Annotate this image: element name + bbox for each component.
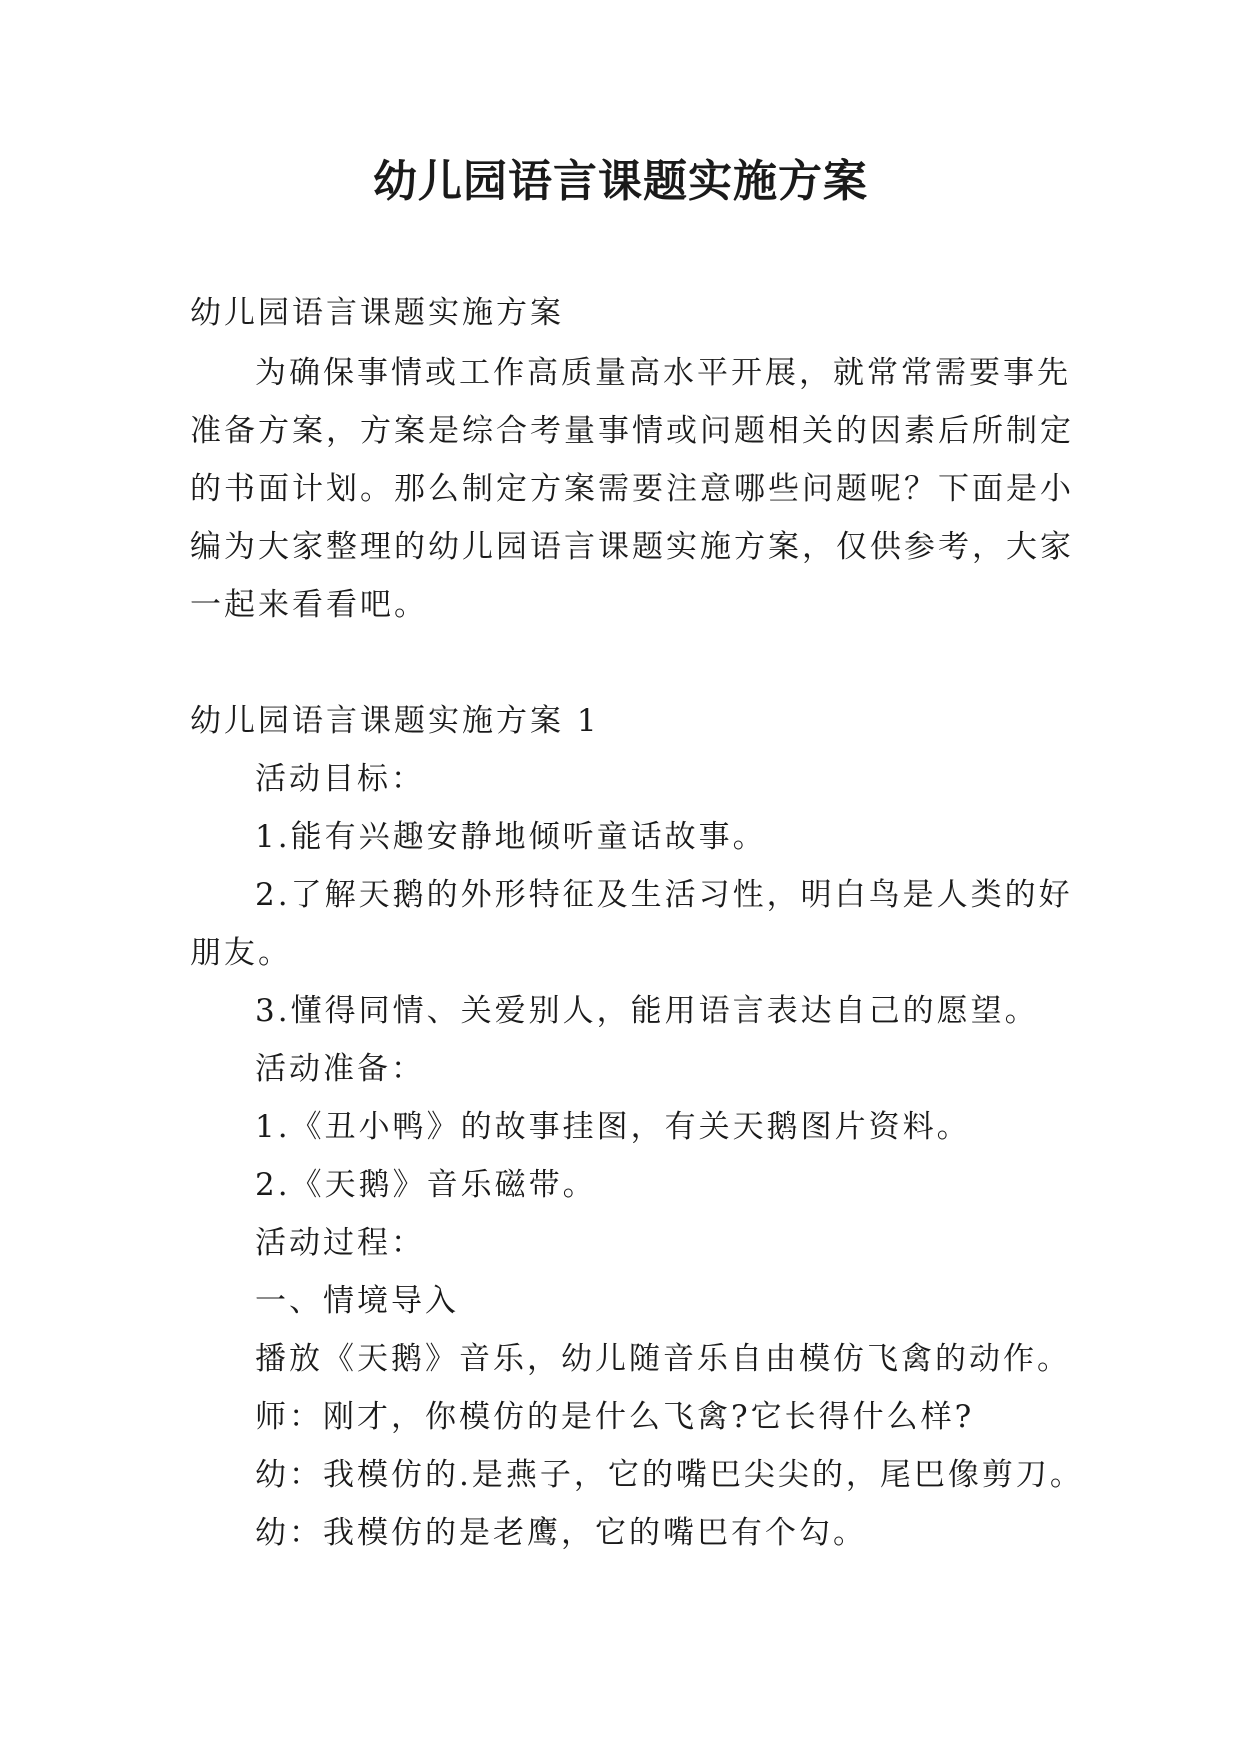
- document-subtitle: 幼儿园语言课题实施方案: [190, 295, 564, 331]
- body-line: 幼：我模仿的是老鹰，它的嘴巴有个勾。: [255, 1515, 867, 1551]
- body-line: 2.《天鹅》音乐磁带。: [255, 1167, 597, 1203]
- body-line: 1.《丑小鸭》的故事挂图，有关天鹅图片资料。: [255, 1109, 971, 1145]
- body-line: 活动过程：: [255, 1225, 425, 1261]
- body-line: 师：刚才，你模仿的是什么飞禽?它长得什么样?: [255, 1399, 975, 1435]
- document-title: 幼儿园语言课题实施方案: [373, 156, 868, 207]
- section-title: 幼儿园语言课题实施方案 1: [190, 703, 600, 739]
- body-line: 幼：我模仿的.是燕子，它的嘴巴尖尖的，尾巴像剪刀。: [255, 1457, 1084, 1493]
- intro-line: 准备方案，方案是综合考量事情或问题相关的因素后所制定: [190, 413, 1074, 449]
- body-line: 活动目标：: [255, 761, 425, 797]
- body-line: 朋友。: [190, 935, 292, 971]
- intro-line: 编为大家整理的幼儿园语言课题实施方案，仅供参考，大家: [190, 529, 1074, 565]
- body-line: 一、情境导入: [255, 1283, 459, 1319]
- body-line: 1.能有兴趣安静地倾听童话故事。: [255, 819, 767, 855]
- intro-line: 一起来看看吧。: [190, 587, 428, 623]
- body-line: 2.了解天鹅的外形特征及生活习性，明白鸟是人类的好: [255, 877, 1073, 913]
- intro-line: 的书面计划。那么制定方案需要注意哪些问题呢？下面是小: [190, 471, 1074, 507]
- intro-line: 为确保事情或工作高质量高水平开展，就常常需要事先: [255, 355, 1071, 391]
- body-line: 播放《天鹅》音乐，幼儿随音乐自由模仿飞禽的动作。: [255, 1341, 1071, 1377]
- body-line: 活动准备：: [255, 1051, 425, 1087]
- body-line: 3.懂得同情、关爱别人，能用语言表达自己的愿望。: [255, 993, 1039, 1029]
